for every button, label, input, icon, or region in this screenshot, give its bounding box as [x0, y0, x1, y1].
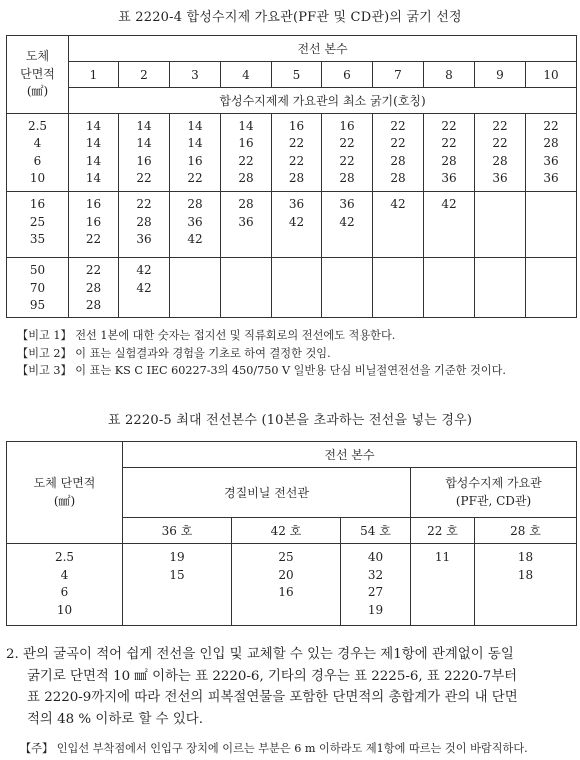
count-header: 3	[170, 62, 221, 88]
size-header: 54 호	[341, 518, 411, 544]
size-cell	[322, 258, 373, 318]
header-conductor-area: 도체 단면적 (㎟)	[7, 36, 69, 114]
size-header: 42 호	[232, 518, 341, 544]
paragraph-line: 적의 48 % 이하로 할 수 있다.	[27, 711, 203, 727]
size-cell: 42 42	[119, 258, 170, 318]
size-cell: 28 36	[221, 192, 272, 258]
size-cell	[373, 258, 424, 318]
size-header: 36 호	[123, 518, 232, 544]
paragraph-line: 표 2220-9까지에 따라 전선의 피복절연물을 포함한 단면적의 총합계가 관의 내 단면	[27, 690, 518, 705]
header-min-size: 합성수지제제 가요관의 최소 굵기(호칭)	[69, 88, 577, 114]
count-cell: 40 32 27 19	[341, 544, 411, 626]
conduit-size-table	[6, 35, 577, 318]
size-cell: 22 22 28 36	[424, 114, 475, 192]
footnote: 【주】 인입선 부착점에서 인입구 장치에 이르는 부분은 6 m 이하라도 제1항에 따르는 것이 바람직하다.	[20, 742, 528, 755]
area-cell: 16 25 35	[7, 192, 69, 258]
count-cell: 18 18	[475, 544, 577, 626]
size-cell	[272, 258, 322, 318]
table2-title: 표 2220-5 최대 전선본수 (10본을 초과하는 전선을 넣는 경우)	[107, 413, 473, 428]
header-conductor-area: 도체 단면적 (㎟)	[7, 442, 123, 544]
max-wire-count-table	[6, 441, 577, 626]
size-cell: 22 22 28 28	[373, 114, 424, 192]
count-header: 2	[119, 62, 170, 88]
size-cell: 42	[424, 192, 475, 258]
size-cell: 22 28 28	[69, 258, 119, 318]
size-cell: 14 16 22 28	[221, 114, 272, 192]
header-wire-count: 전선 본수	[123, 442, 577, 468]
count-cell: 11	[411, 544, 475, 626]
size-header: 22 호	[411, 518, 475, 544]
area-cell: 2.5 4 6 10	[7, 114, 69, 192]
size-header: 28 호	[475, 518, 577, 544]
size-cell	[221, 258, 272, 318]
count-header: 5	[272, 62, 322, 88]
table1-title: 표 2220-4 합성수지제 가요관(PF관 및 CD관)의 굵기 선정	[118, 10, 462, 25]
size-cell: 22 28 36	[119, 192, 170, 258]
count-header: 8	[424, 62, 475, 88]
header-wire-count: 전선 본수	[69, 36, 577, 62]
size-cell: 36 42	[322, 192, 373, 258]
size-cell: 36 42	[272, 192, 322, 258]
size-cell: 16 22 22 28	[322, 114, 373, 192]
area-cell: 2.5 4 6 10	[7, 544, 123, 626]
count-cell: 25 20 16	[232, 544, 341, 626]
count-header: 9	[475, 62, 526, 88]
size-cell	[475, 192, 526, 258]
size-cell	[424, 258, 475, 318]
body-paragraph	[6, 644, 576, 730]
header-flexible-conduit: 합성수지제 가요관 (PF관, CD관)	[411, 468, 577, 518]
size-cell: 28 36 42	[170, 192, 221, 258]
table1-notes	[17, 327, 506, 380]
note-2: 【비고 2】 이 표는 실험결과와 경험을 기초로 하여 결정한 것임.	[17, 346, 331, 360]
count-header: 10	[526, 62, 577, 88]
size-cell	[170, 258, 221, 318]
count-header: 1	[69, 62, 119, 88]
count-header: 6	[322, 62, 373, 88]
size-cell	[475, 258, 526, 318]
size-cell: 14 14 16 22	[119, 114, 170, 192]
size-cell: 22 28 36 36	[526, 114, 577, 192]
size-cell	[526, 192, 577, 258]
paragraph-line: 2. 관의 굴곡이 적어 쉽게 전선을 인입 및 교체할 수 있는 경우는 제1항에 관계없이 동일	[6, 647, 514, 662]
count-cell: 19 15	[123, 544, 232, 626]
area-cell: 50 70 95	[7, 258, 69, 318]
paragraph-line: 굵기로 단면적 10 ㎟ 이하는 표 2220-6, 기타의 경우는 표 2225-6, 표 2220-7부터	[27, 668, 518, 684]
size-cell: 14 14 14 14	[69, 114, 119, 192]
note-3: 【비고 3】 이 표는 KS C IEC 60227-3의 450/750 V 일반용 단심 비닐절연전선을 기준한 것이다.	[17, 364, 506, 377]
count-header: 7	[373, 62, 424, 88]
header-vinyl-conduit: 경질비닐 전선관	[123, 468, 411, 518]
size-cell: 22 22 28 36	[475, 114, 526, 192]
count-header: 4	[221, 62, 272, 88]
note-1: 【비고 1】 전선 1본에 대한 숫자는 접지선 및 직류회로의 전선에도 적용한다.	[17, 329, 396, 342]
size-cell	[526, 258, 577, 318]
size-cell: 14 14 16 22	[170, 114, 221, 192]
size-cell: 42	[373, 192, 424, 258]
size-cell: 16 22 22 28	[272, 114, 322, 192]
size-cell: 16 16 22	[69, 192, 119, 258]
